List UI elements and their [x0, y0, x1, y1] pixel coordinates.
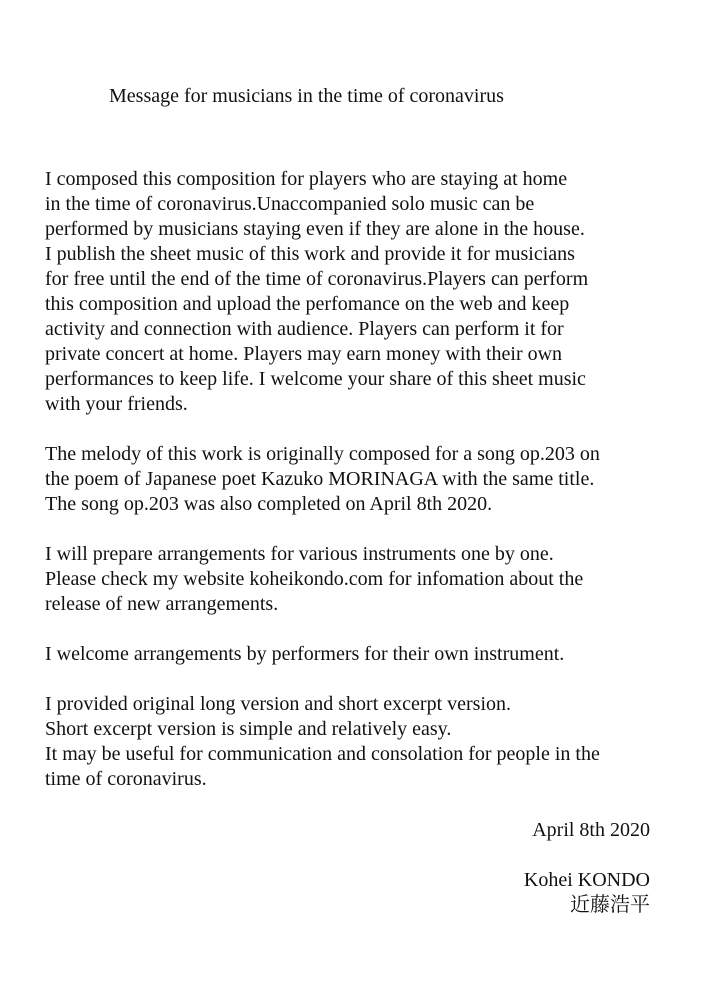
- text-line: It may be useful for communication and consolation for people in the: [45, 743, 600, 765]
- text-line: I publish the sheet music of this work and provide it for musicians: [45, 243, 575, 265]
- text-line: performed by musicians staying even if they are alone in the house.: [45, 218, 585, 240]
- paragraph-3: [45, 542, 685, 617]
- signature-date: April 8th 2020: [532, 819, 650, 841]
- message-body: [45, 167, 685, 817]
- author-name-english: Kohei KONDO: [523, 869, 650, 891]
- text-line: Please check my website koheikondo.com for infomation about the: [45, 568, 584, 590]
- text-line: The song op.203 was also completed on April 8th 2020.: [45, 493, 493, 515]
- text-line: this composition and upload the perfomance on the web and keep: [45, 293, 570, 315]
- text-line: the poem of Japanese poet Kazuko MORINAGA with the same title.: [45, 468, 595, 490]
- text-line: performances to keep life. I welcome your share of this sheet music: [45, 368, 586, 390]
- text-line: private concert at home. Players may earn money with their own: [45, 343, 563, 365]
- document-title: Message for musicians in the time of coronavirus: [109, 85, 504, 107]
- text-line: with your friends.: [45, 393, 188, 415]
- paragraph-4: [45, 642, 685, 667]
- text-line: in the time of coronavirus.Unaccompanied solo music can be: [45, 193, 535, 215]
- paragraph-1: [45, 167, 685, 417]
- text-line: The melody of this work is originally composed for a song op.203 on: [45, 443, 600, 465]
- text-line: time of coronavirus.: [45, 768, 207, 790]
- text-line: I welcome arrangements by performers for their own instrument.: [45, 643, 565, 665]
- paragraph-2: [45, 442, 685, 517]
- author-name-japanese: 近藤浩平: [570, 894, 650, 916]
- signature-author: [524, 868, 650, 918]
- text-line: release of new arrangements.: [45, 593, 279, 615]
- text-line: I provided original long version and short excerpt version.: [45, 693, 511, 715]
- text-line: activity and connection with audience. Players can perform it for: [45, 318, 564, 340]
- text-line: I will prepare arrangements for various instruments one by one.: [45, 543, 554, 565]
- paragraph-5: [45, 692, 685, 792]
- text-line: Short excerpt version is simple and relatively easy.: [45, 718, 452, 740]
- text-line: I composed this composition for players who are staying at home: [45, 168, 568, 190]
- text-line: for free until the end of the time of coronavirus.Players can perform: [45, 268, 589, 290]
